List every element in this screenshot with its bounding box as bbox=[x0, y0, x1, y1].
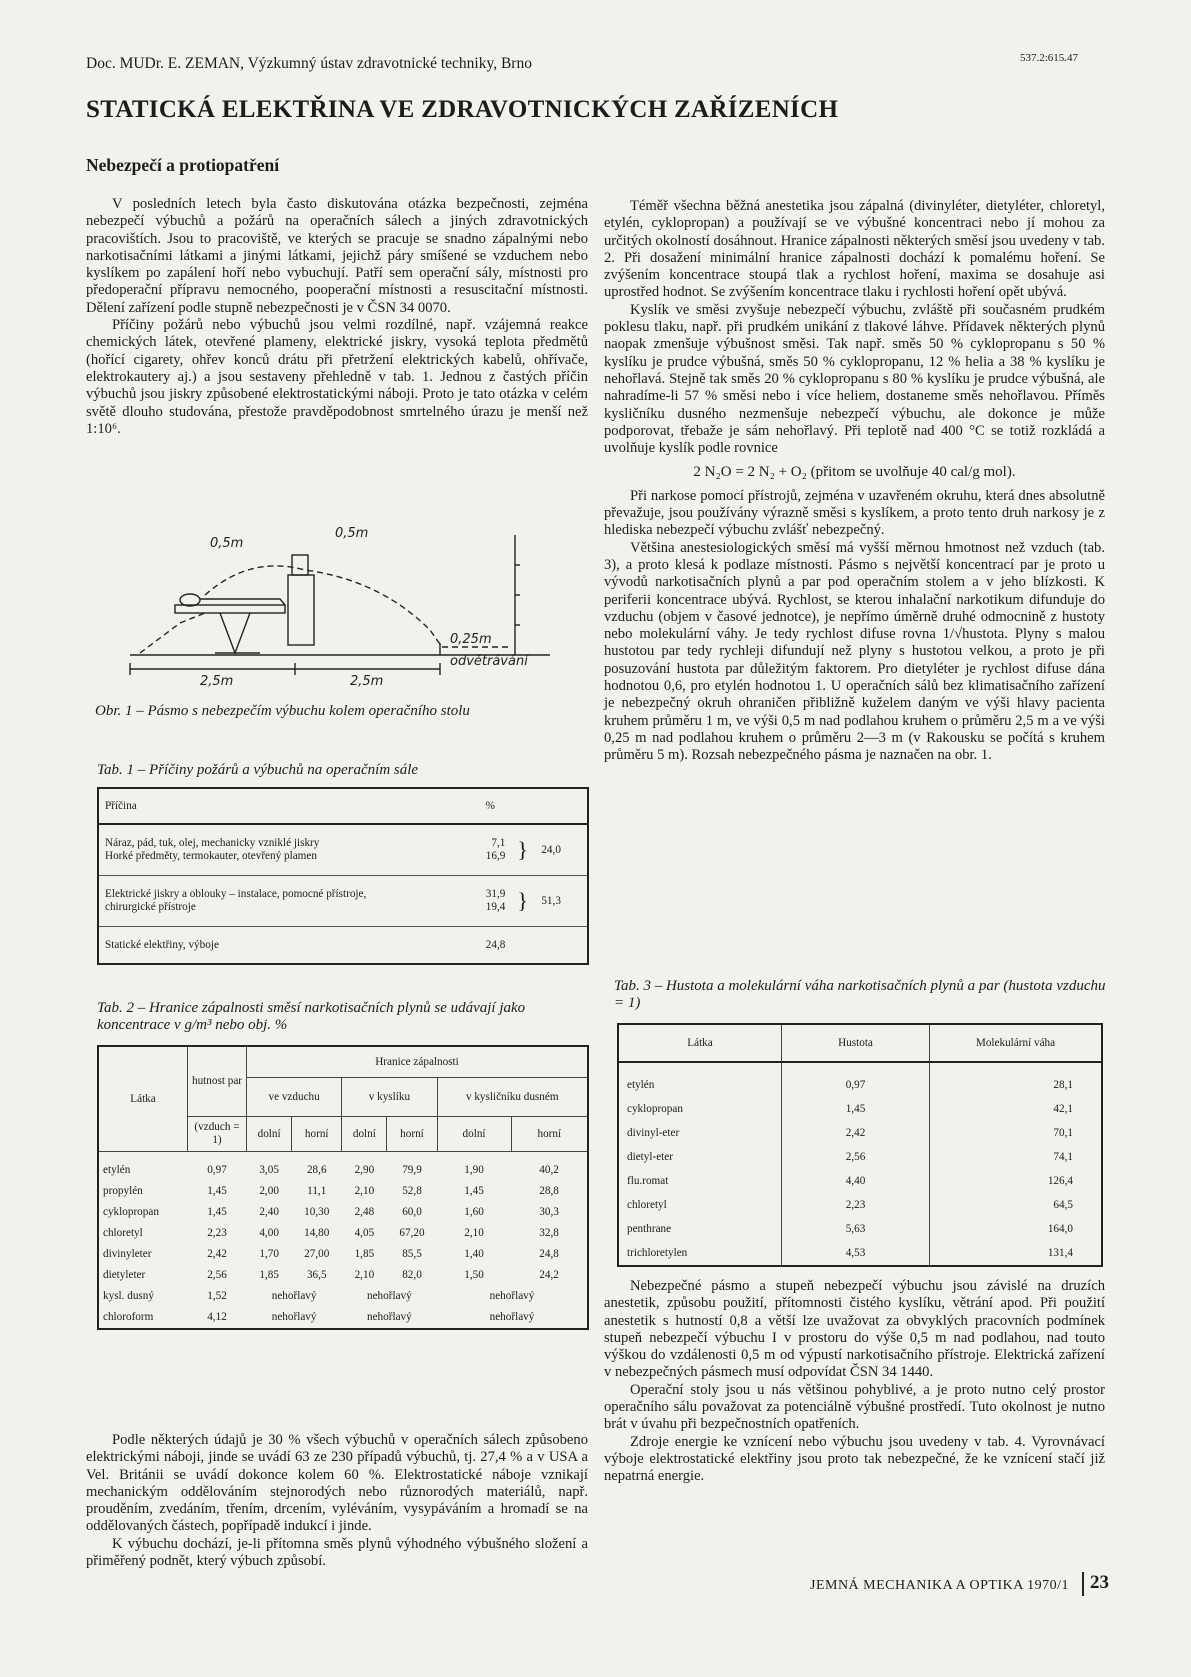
table2-caption: Tab. 2 – Hranice zápalnosti směsí narkotisačních plynů se udávají jako koncentrace v g/m³ nebo obj. % bbox=[97, 1000, 526, 1033]
table-row: kysl. dusný 1,52 nehořlavý nehořlavý nehořlavý bbox=[103, 1290, 535, 1302]
left-column-bottom bbox=[86, 1432, 588, 1570]
right-column-top bbox=[604, 198, 1105, 765]
paragraph: Podle některých údajů je 30 % všech výbuchů v operačních sálech způsobeno elektrickými náboji, jinde se uvádí 63 ze 230 případů výbuchů, tj. 27,4 % a v USA a Vel. Británii se uvádí dokonce kolem 60 %. Elektrostatické náboje vznikají mechanickým oddělováním stejnorodých nebo různorodých materiálů, např. prouděním, zvedáním, třením, drcením, vyléváním, vysypáváním a hromadí se na oddělovaných částech, popřípadě indukcí i jinde. bbox=[86, 1432, 588, 1535]
flammability-table: Látka hutnost par Hranice zápalnosti ve vzduchu v kyslíku v kysličníku dusném (vzduch = 1) dolní horní dolní horní dolní horní etylén 0,97 3,05 28,6 2,90 79,9 1,90 40,2 propylén 1,45 2,00 11,1 2,10 52,8 1,45 28,8 cyklopropan 1,45 2,40 10,30 2,48 60,0 1,60 30,3 chloretyl 2,23 4,00 14,80 4,05 67,20 2,10 32,8 divinyleter 2,42 1,70 27,00 1,85 85,5 1,40 24,8 dietyleter 2,56 1,85 36,5 2,10 82,0 1,50 24,2 kysl. dusný 1,52 nehořlavý nehořlavý nehořlavý chloroform 4,12 nehořlavý nehořlavý nehořlavý bbox=[97, 1045, 589, 1330]
table-row: trichloretylen 4,53 131,4 bbox=[618, 1241, 1102, 1266]
page-number: 23 bbox=[1090, 1572, 1109, 1593]
zone-left-boundary bbox=[140, 613, 205, 653]
paragraph: Většina anestesiologických směsí má vyšší měrnou hmotnost než vzduch (tab. 3), a proto klesá k podlaze místnosti. Pásmo s největší koncentrací par je proto u vývodů narkotisačních plynů a par pod operačním stolem a v jeho blízkosti. K periferii koncentrace ubývá. Rychlost, se kterou inhalační narkotikum difunduje do vzduchu (objem v časové jednotce), je nepřímo úměrně druhé odmocnině z hustoty nebo molekulární váhy. Je tedy rychlost difuse rovna 1/√hustota. Plyny s malou hustotou par tedy rychleji difundují než plyny s hustotou velkou, a proto je při posuzování hustota par důležitým faktorem. Pro dietyléter je rychlost difuse dána hodnotou 0,6, pro etylén hodnotou 1. U operačních sálů bez klimatisačního zařízení je nebezpečný okruh ohraničen přibližně kuželem daným ve výši hlavy pacienta kruhem průměru 1 m, ve výši 0,5 m nad podlahou kruhem o průměru 2,5 m a ve výši 0,25 m nad podlahou kruhem o průměru 2—3 m (v Rakousku se počítá s kruhem průměru 5 m). Rozsah nebezpečného pásma je naznačen na obr. 1. bbox=[604, 539, 1105, 764]
zone-arc-boundary bbox=[205, 566, 442, 647]
table-row: Statické elektřiny, výboje 24,8 bbox=[105, 938, 506, 951]
table-row: cyklopropan 1,45 42,1 bbox=[618, 1097, 1102, 1121]
table-row: etylén 0,97 28,1 bbox=[618, 1062, 1102, 1097]
author-line: Doc. MUDr. E. ZEMAN, Výzkumný ústav zdravotnické techniky, Brno bbox=[86, 55, 532, 72]
paragraph: Při narkose pomocí přístrojů, zejména v uzavřeném okruhu, která dnes absolutně převažuje, jsou používány výrazně směsi s kyslíkem, a proto tento druh narkosy je z hlediska nebezpečí výbuchu zvlášť nebezpečný. bbox=[604, 487, 1105, 539]
paragraph: Kyslík ve směsi zvyšuje nebezpečí výbuchu, zvláště při současném prudkém poklesu tlaku, např. při prudkém unikání z tlakové láhve. Přídavek některých plynů naopak zmenšuje výbušnost směsi. Tak např. směs 50 % cyklopropanu s 50 % kyslíku je prudce výbušná, směs 50 % cyklopropanu, 12 % helia a 38 % kyslíku je nehořlavá. Stejně tak směs 20 % cyklopropanu s 80 % kyslíku je prudce výbušná, ale nahradíme-li 57 % směsi nebo i více heliem, dostaneme směs nehořlavou. Příměs kysličníku dusného nezmenšuje nebezpečí výbuchu, ale dokonce je může podporovat, třebaže je sám nehořlavý. Při teplotě nad 400 °C se totiž rozkládá a uvolňuje kyslík podle rovnice bbox=[604, 301, 1105, 457]
label-ventilation: odvětrávání bbox=[450, 654, 528, 669]
udc-code: 537.2:615.47 bbox=[1020, 52, 1079, 64]
article-title: STATICKÁ ELEKTŘINA VE ZDRAVOTNICKÝCH ZAŘÍZENÍCH bbox=[86, 96, 839, 123]
journal-footer: JEMNÁ MECHANIKA A OPTIKA 1970/1 bbox=[810, 1578, 1069, 1593]
table-row: dietyl-eter 2,56 74,1 bbox=[618, 1145, 1102, 1169]
table-row: chloroform 4,12 nehořlavý nehořlavý nehořlavý bbox=[103, 1311, 535, 1323]
paragraph: Příčiny požárů nebo výbuchů jsou velmi rozdílné, např. vzájemná reakce chemických látek, otevřené plameny, elektrické jiskry, vysoká teplota předmětů (hořící cigarety, ohřev konců drátu při přetržení elektrických kabelů, ohřívače, elektrokautery aj.) a jsou sestaveny přehledně v tab. 1. Jednou z častých příčin výbuchů jsou jiskry způsobené elektrostatickými náboji. Proto je tato otázka v celém světě dlouho studována, přestože pravděpodobnost smrtelného úrazu je menší než 1:10⁶. bbox=[86, 317, 588, 437]
paragraph: K výbuchu dochází, je-li přítomna směs plynů výhodného výbušného složení a přiměřený podnět, který výbuch způsobí. bbox=[86, 1535, 588, 1570]
table-row: penthrane 5,63 164,0 bbox=[618, 1217, 1102, 1241]
explosion-zone-figure bbox=[110, 525, 570, 695]
table-row: flu.romat 4,40 126,4 bbox=[618, 1169, 1102, 1193]
label-05-left: 0,5m bbox=[210, 536, 244, 551]
table-row: etylén 0,97 3,05 28,6 2,90 79,9 1,90 40,2 bbox=[103, 1164, 559, 1176]
table1-head-cause: Příčina bbox=[98, 788, 466, 824]
label-05-top: 0,5m bbox=[335, 526, 369, 541]
left-column-intro bbox=[86, 196, 588, 438]
table-row: chloretyl 2,23 64,5 bbox=[618, 1193, 1102, 1217]
table1-caption: Tab. 1 – Příčiny požárů a výbuchů na operačním sále bbox=[97, 762, 419, 778]
table-row: Elektrické jiskry a oblouky – instalace, pomocné přístroje, chirurgické přístroje 31,9 19,4 } 51,3 bbox=[98, 876, 588, 927]
table-row: divinyleter 2,42 1,70 27,00 1,85 85,5 1,40 24,8 bbox=[103, 1248, 559, 1260]
paragraph: Téměř všechna běžná anestetika jsou zápalná (divinyléter, dietyléter, chloretyl, etylén, cyklopropan) a používají se ve výbušné koncentraci nebo jí mohou za určitých okolností dosáhnout. Hranice zápalnosti některých směsí jsou uvedeny v tab. 2. Při dosažení minimální hranice zápalnosti dochází k pomalému hoření. Se zvýšením koncentrace stoupá tlak a rychlost hoření, maxima se dosahuje asi uprostřed hodnot. Se zvýšením koncentrace tlaku i rychlosti hoření opět ubývá. bbox=[604, 198, 1105, 301]
causes-table bbox=[97, 787, 589, 965]
paragraph: Nebezpečné pásmo a stupeň nebezpečí výbuchu jsou závislé na druzích anestetik, způsobu použití, přítomnosti čistého kyslíku, větrání apod. Při použití anestetik s hutností 0,8 a větší lze uvažovat za obvyklých pracovních podmínek stupeň nebezpečí výbuchu I v prostoru do výše 0,5 m nad podlahou, nad touto výškou do vzdálenosti 0,5 m od výpustí narkotisačního přístroje. Elektrická zařízení v nebezpečných pásmech musí odpovídat ČSN 34 1440. bbox=[604, 1278, 1105, 1381]
table-row: Náraz, pád, tuk, olej, mechanicky vzniklé jiskry Horké předměty, termokauter, otevřený plamen 7,1 16,9 } 24,0 bbox=[98, 824, 588, 876]
paragraph: V posledních letech byla často diskutována otázka bezpečnosti, zejména nebezpečí výbuchů a požárů na operačních sálech a jiných zdravotnických pracovištích. Jsou to pracoviště, ve kterých se pracuje se snadno zápalnými nebo narkotisačními látkami a jinými látkami, jejichž páry smíšené se vzduchem nebo kyslíkem po zapálení hoří nebo vybuchují. Patří sem operační sály, místnosti pro předoperační přípravu nemocného, pooperační místnosti a resuscitační místnosti. Dělení zařízení podle stupně nebezpečnosti je v ČSN 34 0070. bbox=[86, 196, 588, 316]
paragraph: Zdroje energie ke vznícení nebo výbuchu jsou uvedeny v tab. 4. Vyrovnávací výboje elektrostatické elektřiny jsou proto tak nebezpečné, že ke vznícení stačí již nepatrná energie. bbox=[604, 1433, 1105, 1485]
density-table: Látka Hustota Molekulární váha etylén 0,97 28,1 cyklopropan 1,45 42,1 divinyl-eter 2,42 70,1 dietyl-eter 2,56 74,1 flu.romat 4,40 126,4 chloretyl 2,23 64,5 penthrane 5,63 164,0 trichloretylen 4,53 131,4 bbox=[617, 1023, 1103, 1267]
equation: 2 N₂O = 2 N₂ + O₂ (přitom se uvolňuje 40 cal/g mol). bbox=[693, 464, 1016, 481]
label-25-left: 2,5m bbox=[200, 674, 234, 689]
label-25-right: 2,5m bbox=[350, 674, 384, 689]
paragraph: Operační stoly jsou u nás většinou pohyblivé, a je proto nutno celý prostor operačního sálu považovat za potenciálně výbušné prostředí. Tuto okolnost je nutno brát v úvahu při bezpečnostních opatřeních. bbox=[604, 1381, 1105, 1433]
table-row: chloretyl 2,23 4,00 14,80 4,05 67,20 2,10 32,8 bbox=[103, 1227, 559, 1239]
table-row: divinyl-eter 2,42 70,1 bbox=[618, 1121, 1102, 1145]
table1-head-percent: % bbox=[466, 788, 588, 824]
footer-separator bbox=[1082, 1572, 1084, 1596]
table-row: cyklopropan 1,45 2,40 10,30 2,48 60,0 1,60 30,3 bbox=[103, 1206, 559, 1218]
table-row: dietyleter 2,56 1,85 36,5 2,10 82,0 1,50 24,2 bbox=[103, 1269, 559, 1281]
section-heading: Nebezpečí a protiopatření bbox=[86, 155, 280, 175]
right-column-bottom bbox=[604, 1278, 1105, 1486]
figure-caption: Obr. 1 – Pásmo s nebezpečím výbuchu kolem operačního stolu bbox=[95, 703, 470, 719]
anesthesia-machine bbox=[288, 575, 314, 645]
table-row: propylén 1,45 2,00 11,1 2,10 52,8 1,45 28,8 bbox=[103, 1185, 559, 1197]
label-025: 0,25m bbox=[450, 632, 492, 647]
table3-caption: Tab. 3 – Hustota a molekulární váha narkotisačních plynů a par (hustota vzduchu = 1) bbox=[614, 978, 1106, 1011]
